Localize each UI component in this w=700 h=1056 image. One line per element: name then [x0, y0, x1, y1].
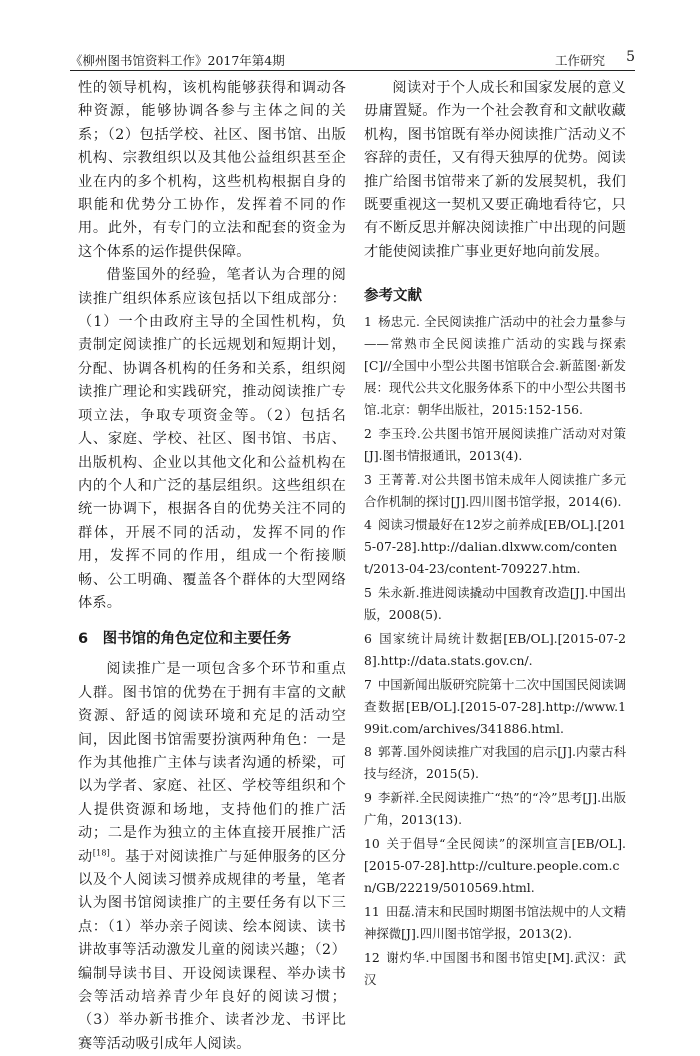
reference-item [364, 901, 626, 945]
reference-number: 7 [364, 676, 372, 692]
reference-item [364, 674, 626, 740]
reference-item [364, 423, 626, 467]
paragraph-text: 阅读推广是一项包含多个环节和重点人群。图书馆的优势在于拥有丰富的文献资源、舒适的阅读环境和充足的活动空间，因此图书馆需要扮演两种角色：一是作为其他推广主体与读者沟通的桥梁，可以为学者、家庭、社区、学校等组织和个人提供资源和场地，支持他们的推广活动；二是作为独立的主体直接开展推广活动 [78, 661, 346, 865]
left-column [78, 77, 346, 1056]
references-heading: 参考文献 [364, 288, 422, 305]
running-header [70, 48, 635, 71]
reference-number: 11 [364, 903, 380, 919]
reference-text: 杨忠元. 全民阅读推广活动中的社会力量参与——常熟市全民阅读推广活动的实践与探索[C]//全国中小型公共图书馆联合会.新蓝图·新发展：现代公共文化服务体系下的中小型公共图书馆.北京：朝华出版社，2015:152-156. [364, 314, 626, 417]
reference-item [364, 628, 626, 672]
reference-item [364, 947, 626, 991]
body-paragraph: 性的领导机构，该机构能够获得和调动各种资源，能够协调各参与主体之间的关系；（2）包括学校、社区、图书馆、出版机构、宗教组织以及其他公益组织甚至企业在内的多个机构，这些机构根据自身的职能和优势分工协作，发挥着不同的作用。此外，有专门的立法和配套的资金为这个体系的运作提供保障。 [78, 80, 346, 260]
reference-list [364, 311, 626, 990]
page-number: 5 [626, 49, 635, 65]
reference-text: 郭菁.国外阅读推广对我国的启示[J].内蒙古科技与经济，2015(5). [364, 744, 626, 782]
right-column [364, 77, 626, 992]
reference-text: 国家统计局统计数据[EB/OL].[2015-07-28].http://data.stats.gov.cn/. [364, 630, 626, 668]
citation-marker: [18] [92, 847, 110, 857]
reference-number: 6 [364, 630, 372, 646]
reference-text: 中国新闻出版研究院第十二次中国国民阅读调查数据[EB/OL].[2015-07-28].http://www.199it.com/archives/341886.html. [364, 676, 626, 736]
reference-item [364, 311, 626, 421]
reference-number: 2 [364, 425, 372, 441]
paragraph-text: 。基于对阅读推广与延伸服务的区分以及个人阅读习惯养成规律的考量，笔者认为图书馆阅读推广的主要任务有以下三点：（1）举办亲子阅读、绘本阅读、读书讲故事等活动激发儿童的阅读兴趣；（2）编制导读书目、开设阅读课程、举办读书会等活动培养青少年良好的阅读习惯；（3）举办新书推介、读者沙龙、书评比赛等活动吸引成年人阅读。 [78, 848, 347, 1052]
reference-number: 8 [364, 744, 372, 760]
reference-text: 阅读习惯最好在12岁之前养成[EB/OL].[2015-07-28].http://dalian.dlxww.com/content/2013-04-23/content-709227.htm. [364, 517, 626, 577]
reference-text: 李玉玲.公共图书馆开展阅读推广活动对对策[J].图书情报通讯，2013(4). [364, 425, 626, 463]
body-paragraph [78, 658, 346, 1056]
reference-item [364, 741, 626, 785]
body-paragraph: 阅读对于个人成长和国家发展的意义毋庸置疑。作为一个社会教育和文献收藏机构，图书馆既有举办阅读推广活动义不容辞的责任，又有得天独厚的优势。阅读推广给图书馆带来了新的发展契机，我们既要重视这一契机又要正确地看待它，只有不断反思并解决阅读推广中出现的问题才能使阅读推广事业更好地向前发展。 [364, 80, 626, 260]
reference-text: 王菁菁.对公共图书馆未成年人阅读推广多元合作机制的探讨[J].四川图书馆学报，2014(6). [364, 471, 626, 509]
reference-item [364, 514, 626, 580]
body-paragraph: 借鉴国外的经验，笔者认为合理的阅读推广组织体系应该包括以下组成部分：（1）一个由政府主导的全国性机构，负责制定阅读推广的长远规划和短期计划，分配、协调各机构的任务和关系，组织阅读推广理论和实践研究，推动阅读推广专项立法，争取专项资金等。（2）包括名人、家庭、学校、社区、图书馆、书店、出版机构、企业以其他文化和公益机构在内的个人和广泛的基层组织。这些组织在统一协调下，根据各自的优势关注不同的群体，开展不同的活动，发挥不同的作用，发挥不同的作用，组成一个衔接顺畅、公工明确、覆盖各个群体的大型网络体系。 [78, 267, 346, 611]
reference-text: 谢灼华.中国图书和图书馆史[M].武汉：武汉 [364, 949, 626, 987]
reference-item [364, 582, 626, 626]
reference-number: 4 [364, 517, 372, 533]
reference-number: 9 [364, 790, 372, 806]
section-name: 工作研究 [554, 53, 605, 68]
reference-text: 李新祥.全民阅读推广“热”的“冷”思考[J].出版广角，2013(13). [364, 790, 626, 828]
reference-number: 1 [364, 314, 372, 330]
reference-number: 5 [364, 585, 372, 601]
reference-number: 12 [364, 949, 380, 965]
reference-number: 10 [364, 836, 380, 852]
journal-title: 《柳州图书馆资料工作》2017年第4期 [70, 53, 285, 68]
reference-text: 朱永新.推进阅读撬动中国教育改造[J].中国出版，2008(5). [364, 585, 626, 623]
reference-item [364, 833, 626, 899]
reference-item [364, 787, 626, 831]
section-heading: 6 图书馆的角色定位和主要任务 [78, 631, 292, 648]
reference-item [364, 469, 626, 513]
reference-text: 田磊.清末和民国时期图书馆法规中的人文精神探微[J].四川图书馆学报，2013(2). [364, 903, 626, 941]
reference-number: 3 [364, 471, 372, 487]
reference-text: 关于倡导“全民阅读”的深圳宣言[EB/OL].[2015-07-28].http://culture.people.com.cn/GB/22219/5010569.html. [364, 836, 626, 895]
